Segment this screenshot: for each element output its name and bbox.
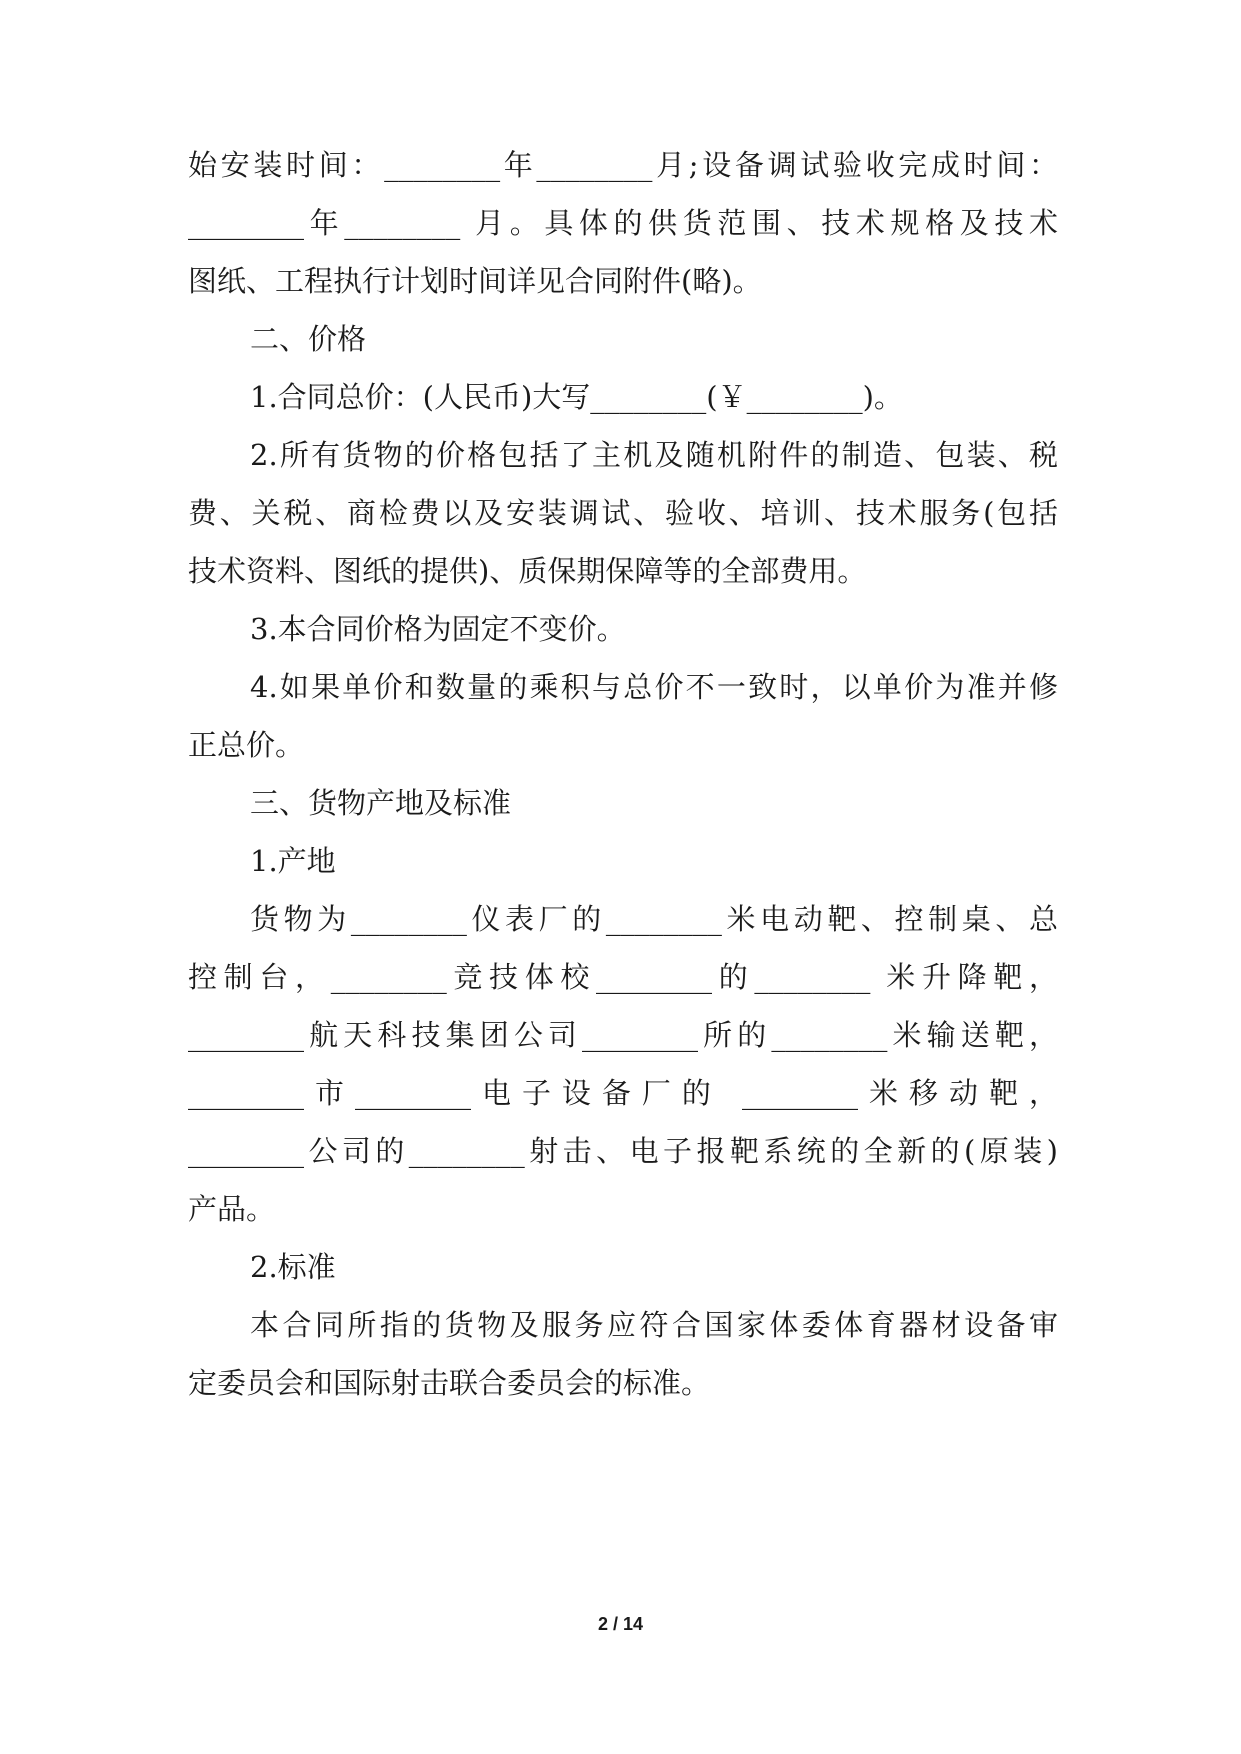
page-number: 2 / 14 — [597, 1614, 644, 1634]
text-line: ________市________电子设备厂的 ________米移动靶， — [188, 1076, 1058, 1110]
text-line: 图纸、工程执行计划时间详见合同附件(略)。 — [188, 264, 762, 298]
section-heading: 三、货物产地及标准 — [250, 786, 512, 820]
text-line: ________航天科技集团公司________所的________米输送靶， — [188, 1018, 1058, 1052]
text-line: 1.合同总价：(人民币)大写________(￥________)。 — [250, 380, 903, 414]
text-line: 正总价。 — [188, 728, 305, 762]
subsection-heading: 2.标准 — [250, 1250, 336, 1284]
section-heading: 二、价格 — [250, 322, 367, 356]
text-line: 3.本合同价格为固定不变价。 — [250, 612, 626, 646]
text-line: 控制台，________竞技体校________的________ 米升降靶， — [188, 960, 1058, 994]
text-line: ________公司的________射击、电子报靶系统的全新的(原装) — [188, 1134, 1058, 1168]
text-line: 本合同所指的货物及服务应符合国家体委体育器材设备审 — [250, 1308, 1058, 1342]
text-line: 4.如果单价和数量的乘积与总价不一致时，以单价为准并修 — [250, 670, 1058, 704]
text-line: 产品。 — [188, 1192, 276, 1226]
subsection-heading: 1.产地 — [250, 844, 336, 878]
text-line: 2.所有货物的价格包括了主机及随机附件的制造、包装、税 — [250, 438, 1058, 472]
text-line: 货物为________仪表厂的________米电动靶、控制桌、总 — [250, 902, 1058, 936]
text-line: ________年________ 月。具体的供货范围、技术规格及技术 — [188, 206, 1058, 240]
text-line: 定委员会和国际射击联合委员会的标准。 — [188, 1366, 711, 1400]
text-line: 费、关税、商检费以及安装调试、验收、培训、技术服务(包括 — [188, 496, 1058, 530]
text-line: 始安装时间：________年________月;设备调试验收完成时间： — [188, 148, 1058, 182]
text-line: 技术资料、图纸的提供)、质保期保障等的全部费用。 — [188, 554, 867, 588]
